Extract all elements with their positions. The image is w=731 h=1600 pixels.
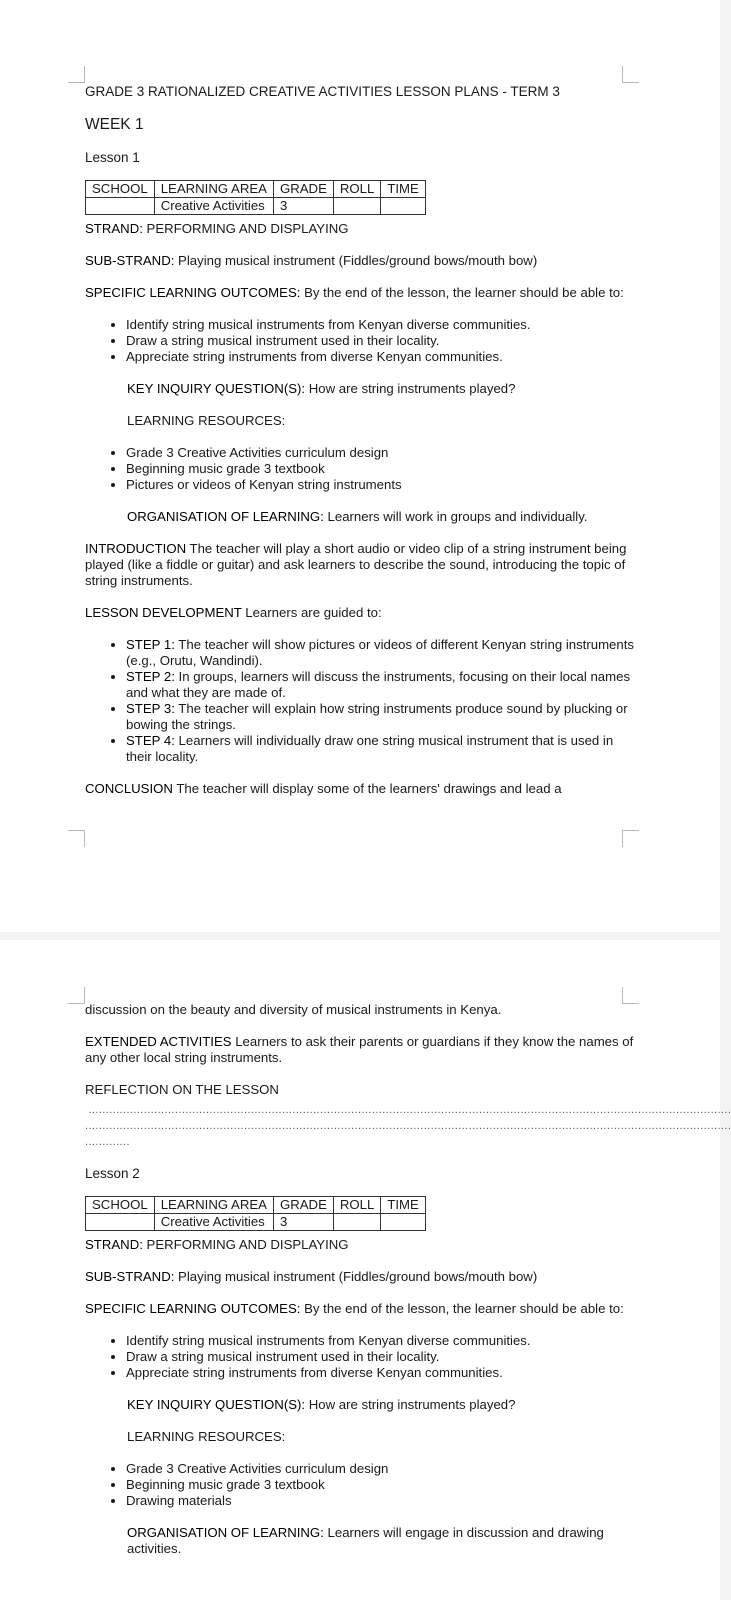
reflection-dotted-line: ........................................................................................................................................................................................... (85, 1120, 731, 1132)
reflection-dotted-line: .......................................................................................................................................................................................... (85, 1104, 731, 1116)
step-label: STEP 3: (126, 701, 175, 716)
conclusion-label: CONCLUSION (85, 781, 173, 796)
list-item: • Draw a string musical instrument used in their locality. (126, 1349, 640, 1365)
strand-label: STRAND: (85, 221, 143, 236)
lesson-development-label: LESSON DEVELOPMENT (85, 605, 242, 620)
step-text: The teacher will show pictures or videos of different Kenyan string instruments (e.g., Orutu, Wandindi). (126, 637, 634, 668)
table-cell (333, 198, 380, 215)
learning-outcomes-label: SPECIFIC LEARNING OUTCOMES: (85, 1301, 301, 1316)
table-cell (86, 198, 155, 215)
document-page-2 (0, 940, 731, 1600)
lesson-2-heading: Lesson 2 (85, 1166, 140, 1181)
strand (85, 1237, 640, 1253)
list-item: • Beginning music grade 3 textbook (126, 1477, 640, 1493)
list-item: • Beginning music grade 3 textbook (126, 461, 640, 477)
table-cell: Creative Activities (154, 1214, 273, 1231)
step-item (126, 733, 640, 765)
step-label: STEP 4: (126, 733, 175, 748)
step-text: In groups, learners will discuss the instruments, focusing on their local names and what they are made of. (126, 669, 631, 700)
table-header-cell: TIME (381, 1197, 426, 1214)
key-inquiry-value: How are string instruments played? (305, 1397, 516, 1412)
lesson-development-value: Learners are guided to: (241, 605, 382, 620)
list-item: • Draw a string musical instrument used in their locality. (126, 333, 640, 349)
lesson-1-heading: Lesson 1 (85, 150, 140, 165)
page-corner-mark (68, 66, 85, 83)
list-item: • Identify string musical instruments from Kenyan diverse communities. (126, 1333, 640, 1349)
table-cell (86, 1214, 155, 1231)
step-label: STEP 1: (126, 637, 175, 652)
table-header-cell: ROLL (333, 181, 380, 198)
organisation-value: Learners will work in groups and individually. (323, 509, 588, 524)
table-header-cell: SCHOOL (86, 1197, 155, 1214)
table-header-cell: GRADE (273, 1197, 333, 1214)
organisation-label: ORGANISATION OF LEARNING: (127, 509, 324, 524)
table-header-cell: LEARNING AREA (154, 181, 273, 198)
week-heading: WEEK 1 (85, 116, 144, 133)
table-header-cell: GRADE (273, 181, 333, 198)
step-text: Learners will individually draw one string musical instrument that is used in their locality. (126, 733, 614, 764)
page-2-content (85, 1002, 731, 1573)
extended-activities (85, 1034, 640, 1066)
page-corner-mark (68, 987, 85, 1004)
list-item: • Grade 3 Creative Activities curriculum design (126, 445, 640, 461)
table-cell (381, 198, 426, 215)
learning-outcomes-value: By the end of the lesson, the learner should be able to: (300, 1301, 624, 1316)
page-corner-mark (622, 66, 639, 83)
strand-value: PERFORMING AND DISPLAYING (142, 1237, 349, 1252)
key-inquiry-label: KEY INQUIRY QUESTION(S): (127, 381, 306, 396)
extended-activities-value: Learners to ask their parents or guardians if they know the names of any other local string instruments. (85, 1034, 634, 1065)
step-item (126, 669, 640, 701)
table-header-row (86, 1197, 426, 1214)
table-header-row (86, 181, 426, 198)
page-corner-mark (68, 830, 85, 847)
table-row (86, 198, 426, 215)
table-cell: 3 (273, 198, 333, 215)
reflection-heading: REFLECTION ON THE LESSON (85, 1082, 279, 1097)
sub-strand-value: Playing musical instrument (Fiddles/ground bows/mouth bow) (174, 253, 538, 268)
sub-strand-label: SUB-STRAND: (85, 253, 175, 268)
reflection-dotted-line-short: ............. (85, 1136, 130, 1148)
learning-outcomes (85, 1301, 640, 1317)
document-title: GRADE 3 RATIONALIZED CREATIVE ACTIVITIES LESSON PLANS - TERM 3 (85, 84, 560, 99)
table-header-cell: TIME (381, 181, 426, 198)
organisation-of-learning (85, 509, 640, 525)
page-1-content (85, 84, 640, 813)
outcomes-list (85, 1333, 640, 1381)
lesson-1-meta-table (85, 180, 426, 215)
conclusion-value: The teacher will display some of the learners' drawings and lead a (172, 781, 562, 796)
learning-outcomes-value: By the end of the lesson, the learner should be able to: (300, 285, 624, 300)
key-inquiry-value: How are string instruments played? (305, 381, 516, 396)
sub-strand (85, 253, 640, 269)
lesson-2-meta-table (85, 1196, 426, 1231)
resources-list (85, 1461, 640, 1509)
step-text: The teacher will explain how string instruments produce sound by plucking or bowing the strings. (126, 701, 628, 732)
reflection-lines (85, 1102, 731, 1150)
page-corner-mark (622, 830, 639, 847)
table-cell (333, 1214, 380, 1231)
list-item: • Identify string musical instruments from Kenyan diverse communities. (126, 317, 640, 333)
conclusion-continued: discussion on the beauty and diversity of musical instruments in Kenya. (85, 1002, 502, 1017)
table-cell: Creative Activities (154, 198, 273, 215)
strand-value: PERFORMING AND DISPLAYING (142, 221, 349, 236)
sub-strand-label: SUB-STRAND: (85, 1269, 175, 1284)
sub-strand-value: Playing musical instrument (Fiddles/ground bows/mouth bow) (174, 1269, 538, 1284)
key-inquiry-question (85, 381, 640, 397)
table-cell (381, 1214, 426, 1231)
extended-activities-label: EXTENDED ACTIVITIES (85, 1034, 232, 1049)
list-item: • Appreciate string instruments from diverse Kenyan communities. (126, 1365, 640, 1381)
step-item (126, 637, 640, 669)
resources-list (85, 445, 640, 493)
learning-resources-label: LEARNING RESOURCES: (127, 1429, 286, 1444)
learning-outcomes-label: SPECIFIC LEARNING OUTCOMES: (85, 285, 301, 300)
introduction (85, 541, 640, 589)
key-inquiry-question (85, 1397, 640, 1413)
table-header-cell: LEARNING AREA (154, 1197, 273, 1214)
step-item (126, 701, 640, 733)
list-item: • Pictures or videos of Kenyan string instruments (126, 477, 640, 493)
key-inquiry-label: KEY INQUIRY QUESTION(S): (127, 1397, 306, 1412)
list-item: • Grade 3 Creative Activities curriculum design (126, 1461, 640, 1477)
outcomes-list (85, 317, 640, 365)
lesson-development (85, 605, 640, 621)
step-label: STEP 2: (126, 669, 175, 684)
strand (85, 221, 640, 237)
list-item: • Drawing materials (126, 1493, 640, 1509)
learning-resources-label: LEARNING RESOURCES: (127, 413, 286, 428)
organisation-label: ORGANISATION OF LEARNING: (127, 1525, 324, 1540)
table-row (86, 1214, 426, 1231)
table-header-cell: SCHOOL (86, 181, 155, 198)
learning-outcomes (85, 285, 640, 301)
list-item: • Appreciate string instruments from diverse Kenyan communities. (126, 349, 640, 365)
table-header-cell: ROLL (333, 1197, 380, 1214)
organisation-value: Learners will engage in discussion and drawing activities. (127, 1525, 604, 1556)
conclusion (85, 781, 640, 797)
table-cell: 3 (273, 1214, 333, 1231)
introduction-value: The teacher will play a short audio or video clip of a string instrument being played (like a fiddle or guitar) and ask learners to describe the sound, introducing the topic of string instruments. (85, 541, 627, 588)
sub-strand (85, 1269, 640, 1285)
steps-list (85, 637, 640, 765)
introduction-label: INTRODUCTION (85, 541, 187, 556)
strand-label: STRAND: (85, 1237, 143, 1252)
organisation-of-learning (85, 1525, 640, 1557)
